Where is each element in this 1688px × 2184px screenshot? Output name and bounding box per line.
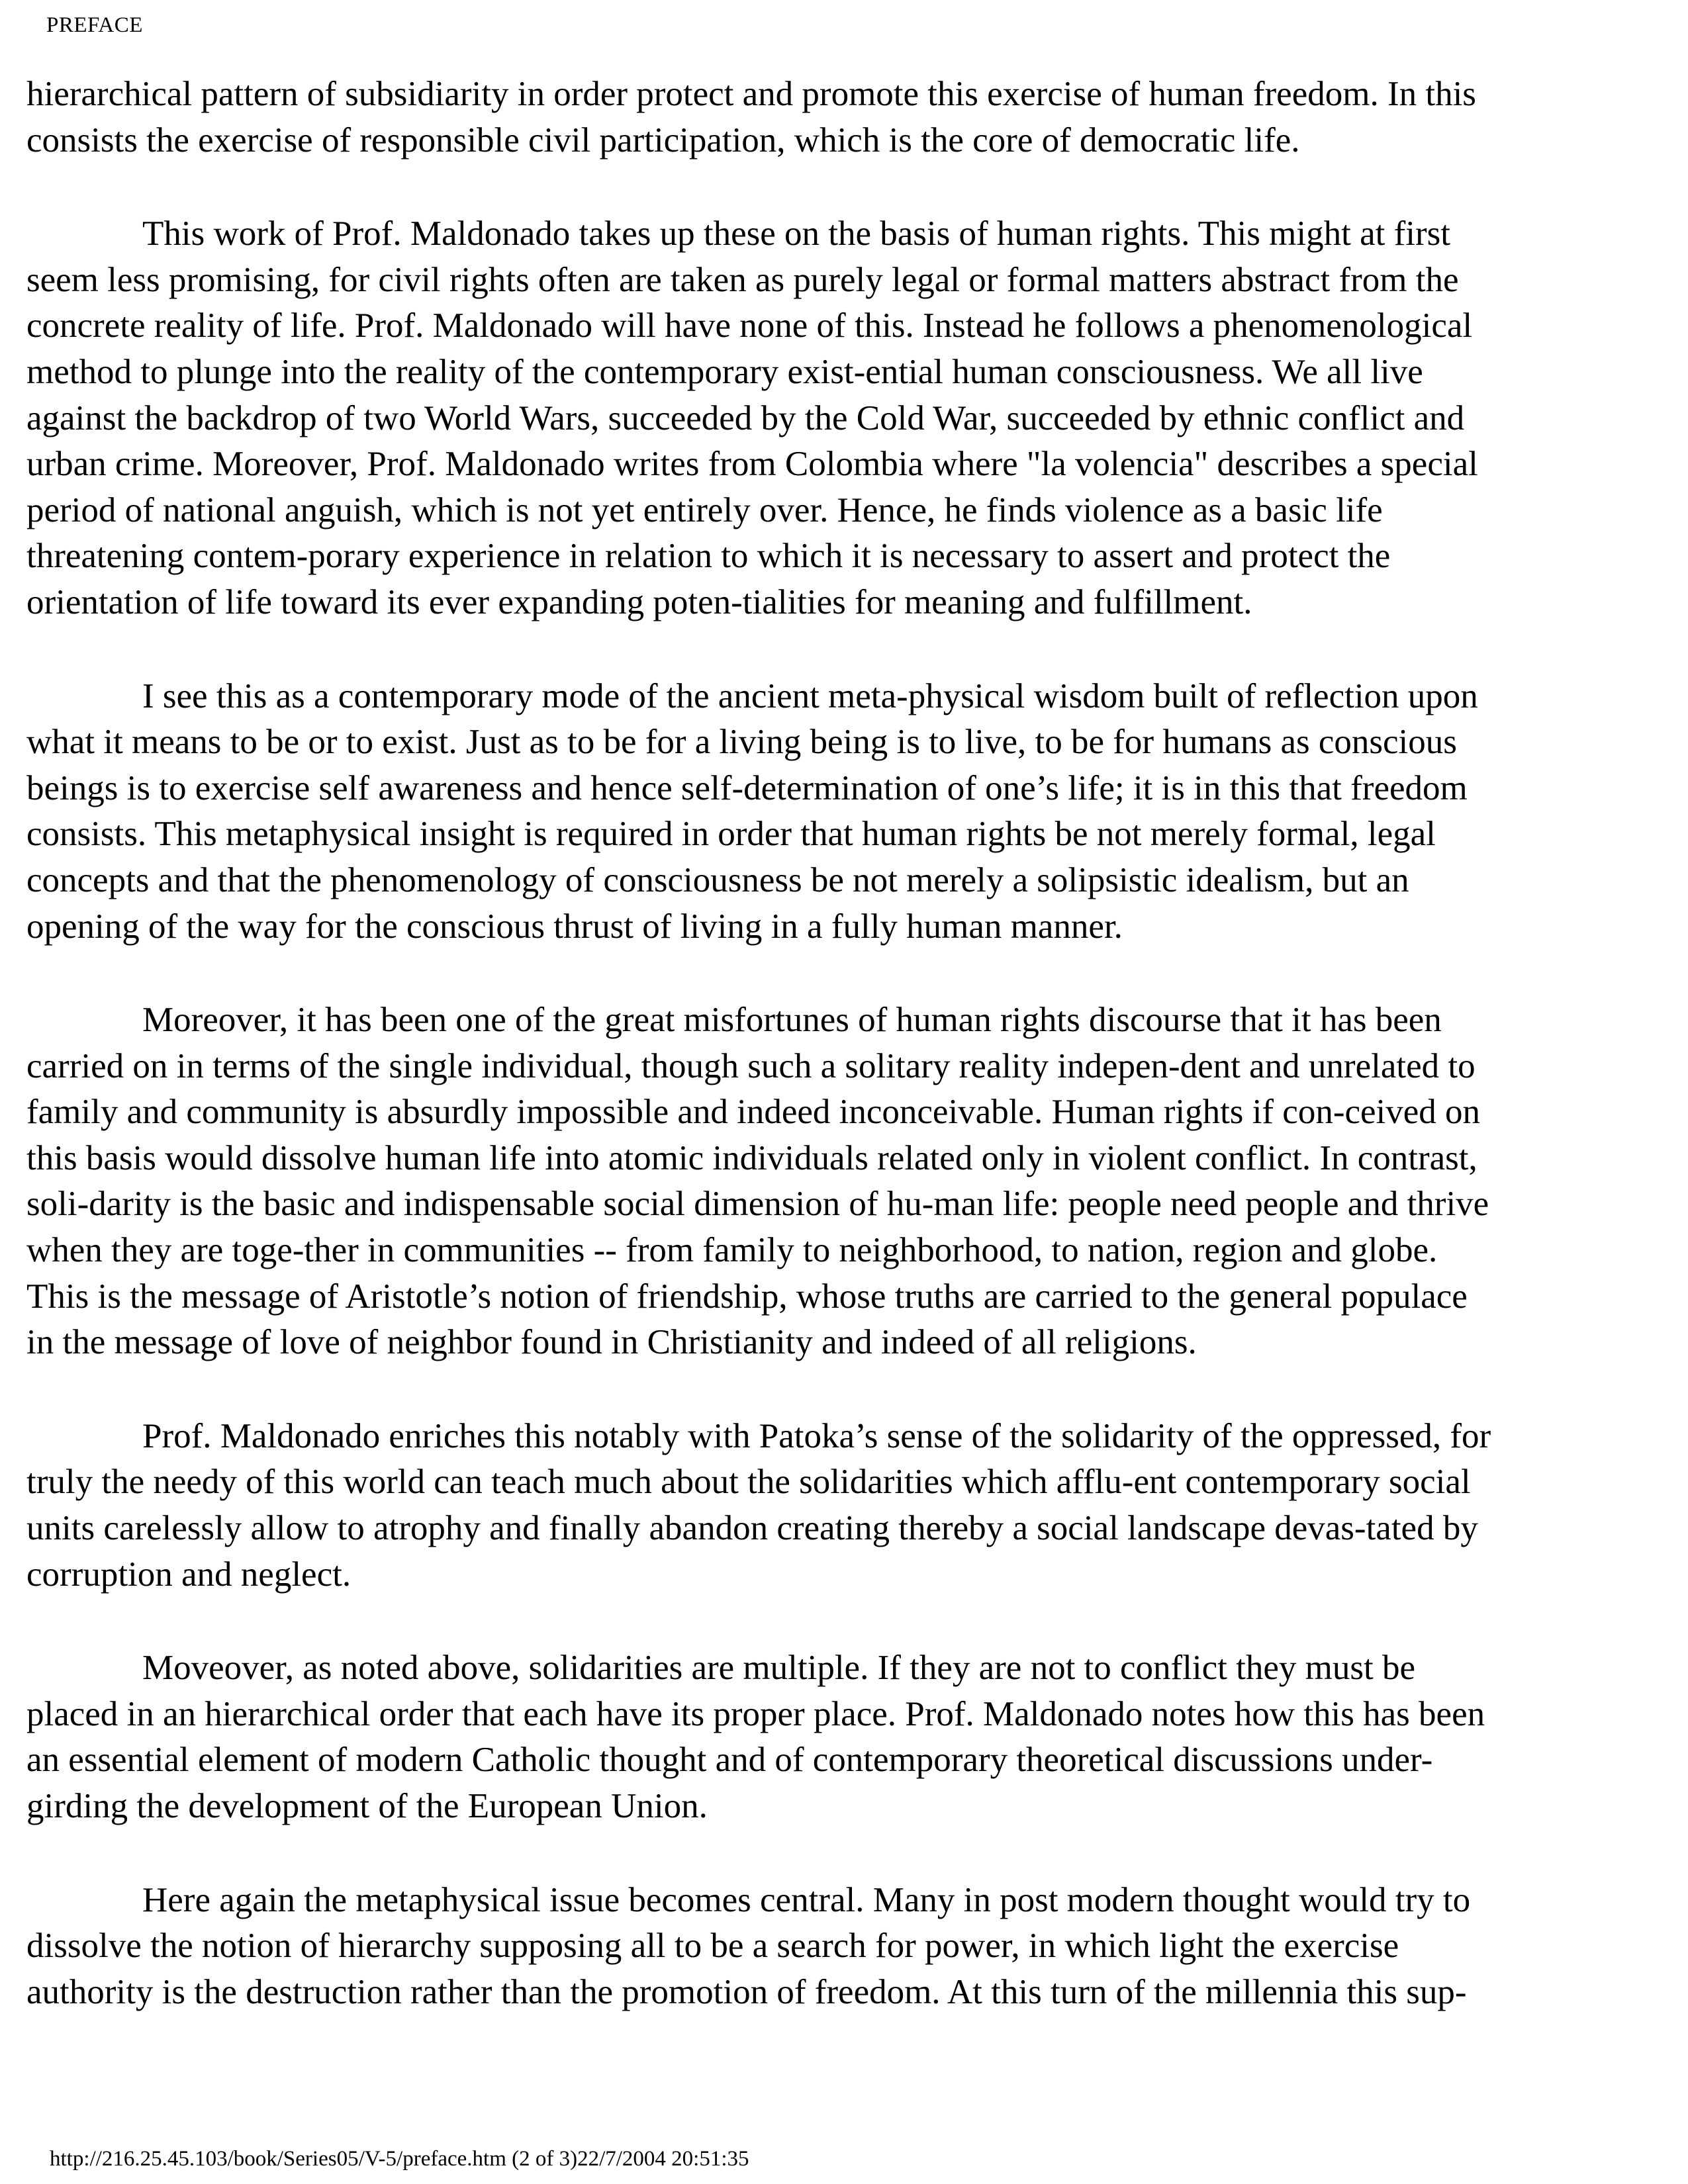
text-line: family and community is absurdly impossible and indeed inconceivable. Human rights if con-ceived on [26,1093,1481,1132]
text-line: when they are toge-ther in communities -- from family to neighborhood, to nation, region and globe. [26,1231,1438,1270]
paragraph-3 [26,674,1655,950]
text-line: Prof. Maldonado enriches this notably with Patoka’s sense of the solidarity of the oppressed, for [142,1416,1491,1455]
page-footer-url: http://216.25.45.103/book/Series05/V-5/preface.htm (2 of 3)22/7/2004 20:51:35 [50,2147,749,2171]
paragraph-7 [26,1878,1655,2016]
text-line: what it means to be or to exist. Just as to be for a living being is to live, to be for humans as conscious [26,723,1457,762]
text-line: authority is the destruction rather than the promotion of freedom. At this turn of the millennia this sup- [26,1972,1467,2011]
text-line: placed in an hierarchical order that each have its proper place. Prof. Maldonado notes how this has been [26,1694,1485,1733]
text-line: corruption and neglect. [26,1555,352,1594]
text-line: method to plunge into the reality of the contemporary exist-ential human consciousness. We all live [26,352,1423,391]
text-line: an essential element of modern Catholic thought and of contemporary theoretical discussions under- [26,1741,1433,1780]
paragraph-1 [26,71,1655,163]
text-line: urban crime. Moreover, Prof. Maldonado writes from Colombia where "la volencia" describes a special [26,445,1478,484]
text-line: soli-darity is the basic and indispensable social dimension of hu-man life: people need people and thrive [26,1185,1489,1224]
text-line: consists. This metaphysical insight is required in order that human rights be not merely formal, legal [26,815,1436,854]
paragraph-5 [26,1414,1655,1598]
text-line: I see this as a contemporary mode of the ancient meta-physical wisdom built of reflection upon [142,676,1478,715]
text-line: consists the exercise of responsible civil participation, which is the core of democratic life. [26,120,1300,159]
text-line: Moveover, as noted above, solidarities are multiple. If they are not to conflict they must be [142,1649,1415,1688]
text-line: orientation of life toward its ever expanding poten-tialities for meaning and fulfillment. [26,582,1252,621]
text-line: truly the needy of this world can teach much about the solidarities which afflu-ent contemporary social [26,1463,1471,1502]
text-line: Here again the metaphysical issue becomes central. Many in post modern thought would try to [142,1880,1471,1919]
text-line: dissolve the notion of hierarchy supposing all to be a search for power, in which light the exercise [26,1927,1399,1966]
page-header: PREFACE [46,13,143,37]
text-line: hierarchical pattern of subsidiarity in order protect and promote this exercise of human freedom. In this [26,75,1476,113]
paragraph-2 [26,211,1655,625]
text-line: in the message of love of neighbor found in Christianity and indeed of all religions. [26,1323,1197,1362]
text-line: Moreover, it has been one of the great misfortunes of human rights discourse that it has been [142,1001,1442,1040]
text-line: concrete reality of life. Prof. Maldonado will have none of this. Instead he follows a phenomenological [26,306,1473,345]
text-line: carried on in terms of the single individual, though such a solitary reality indepen-dent and unrelated to [26,1046,1476,1085]
paragraph-6 [26,1645,1655,1829]
text-line: seem less promising, for civil rights often are taken as purely legal or formal matters abstract from the [26,260,1459,299]
text-line: period of national anguish, which is not yet entirely over. Hence, he finds violence as a basic life [26,490,1383,529]
paragraph-4 [26,997,1655,1366]
text-line: girding the development of the European Union. [26,1787,708,1825]
text-line: This is the message of Aristotle’s notion of friendship, whose truths are carried to the general populace [26,1277,1468,1316]
text-line: This work of Prof. Maldonado takes up these on the basis of human rights. This might at first [142,214,1450,253]
text-line: threatening contem-porary experience in relation to which it is necessary to assert and protect the [26,537,1391,576]
text-line: opening of the way for the conscious thrust of living in a fully human manner. [26,907,1123,946]
text-line: this basis would dissolve human life into atomic individuals related only in violent conflict. In contrast, [26,1138,1477,1177]
document-body [26,71,1655,2063]
text-line: concepts and that the phenomenology of consciousness be not merely a solipsistic idealism, but an [26,860,1409,899]
text-line: units carelessly allow to atrophy and finally abandon creating thereby a social landscape devas-tated by [26,1509,1478,1548]
text-line: beings is to exercise self awareness and hence self-determination of one’s life; it is in this that freedom [26,768,1468,807]
text-line: against the backdrop of two World Wars, succeeded by the Cold War, succeeded by ethnic conflict and [26,398,1465,437]
